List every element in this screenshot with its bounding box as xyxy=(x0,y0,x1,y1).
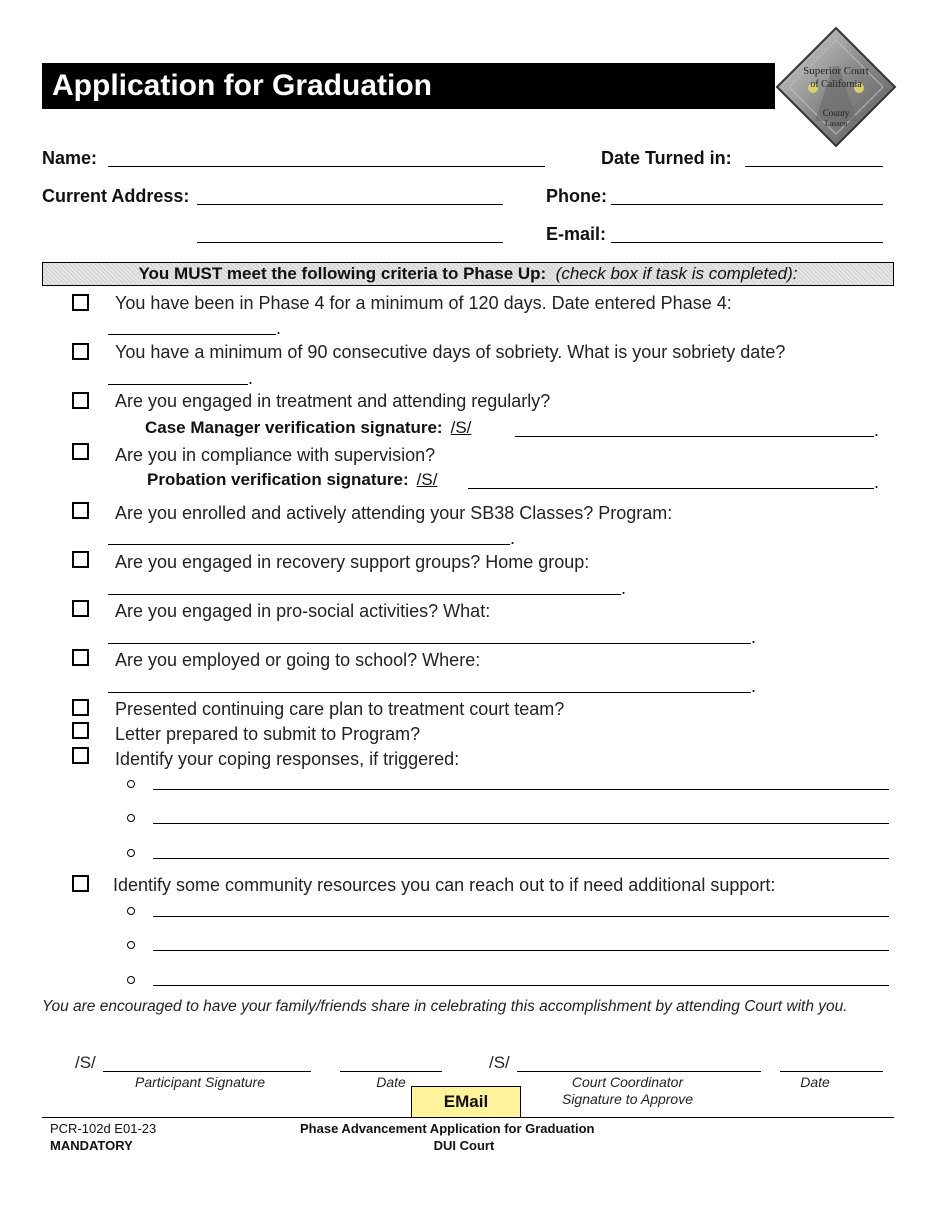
coordinator-signature-value: /S/ xyxy=(489,1053,510,1072)
participant-date-field[interactable] xyxy=(340,1071,442,1072)
probation-signature-field[interactable] xyxy=(468,488,874,489)
criteria-item-letter: Letter prepared to submit to Program? xyxy=(115,724,421,744)
participant-signature-value: /S/ xyxy=(75,1053,96,1072)
footer-court: DUI Court xyxy=(433,1138,495,1153)
checkbox-sobriety[interactable] xyxy=(72,343,89,360)
participant-signature-label: Participant Signature xyxy=(135,1074,265,1090)
checkbox-community-resources[interactable] xyxy=(72,875,89,892)
bullet-icon xyxy=(127,907,135,915)
email-field[interactable] xyxy=(611,242,883,243)
checkbox-pro-social[interactable] xyxy=(72,600,89,617)
period: . xyxy=(276,318,282,338)
probation-signature-value: /S/ xyxy=(416,470,438,489)
bullet-icon xyxy=(127,780,135,788)
bullet-icon xyxy=(127,849,135,857)
participant-date-label: Date xyxy=(376,1074,406,1090)
period: . xyxy=(248,368,254,388)
checkbox-supervision[interactable] xyxy=(72,443,89,460)
footer-divider xyxy=(42,1117,894,1118)
date-turned-in-label: Date Turned in: xyxy=(601,148,732,168)
date-turned-in-field[interactable] xyxy=(745,166,883,167)
period: . xyxy=(751,676,757,696)
email-label: E-mail: xyxy=(546,224,607,244)
home-group-field[interactable] xyxy=(108,594,621,595)
page-title: Application for Graduation xyxy=(42,63,775,109)
criteria-heading: You MUST meet the following criteria to Phase Up: (check box if task is completed): xyxy=(42,262,894,286)
phone-field[interactable] xyxy=(611,204,883,205)
period: . xyxy=(874,472,880,492)
bullet-icon xyxy=(127,976,135,984)
email-button[interactable]: EMail xyxy=(411,1086,521,1118)
svg-text:Superior Court: Superior Court xyxy=(803,65,869,77)
address-field-line-2[interactable] xyxy=(197,242,503,243)
community-resource-field-2[interactable] xyxy=(153,950,889,951)
name-label: Name: xyxy=(42,148,98,168)
probation-signature-label: Probation verification signature: /S/ xyxy=(147,470,438,489)
community-resource-field-3[interactable] xyxy=(153,985,889,986)
pro-social-field[interactable] xyxy=(108,643,751,644)
checkbox-phase4-days[interactable] xyxy=(72,294,89,311)
checkbox-recovery-groups[interactable] xyxy=(72,551,89,568)
coordinator-approve-label: Signature to Approve xyxy=(561,1091,693,1107)
criteria-item-employed: Are you employed or going to school? Where: xyxy=(115,650,481,670)
checkbox-treatment[interactable] xyxy=(72,392,89,409)
coordinator-signature-field[interactable] xyxy=(517,1071,761,1072)
criteria-item-sb38: Are you enrolled and actively attending your SB38 Classes? Program: xyxy=(115,503,673,523)
checkbox-employed[interactable] xyxy=(72,649,89,666)
criteria-item-community-resources: Identify some community resources you can reach out to if need additional support: xyxy=(113,875,776,895)
period: . xyxy=(874,420,880,440)
criteria-item-pro-social: Are you engaged in pro-social activities? What: xyxy=(115,601,491,621)
criteria-item-phase4: You have been in Phase 4 for a minimum of 120 days. Date entered Phase 4: xyxy=(115,293,732,313)
checkbox-sb38[interactable] xyxy=(72,502,89,519)
checkbox-care-plan[interactable] xyxy=(72,699,89,716)
phase4-date-field[interactable] xyxy=(108,334,276,335)
criteria-item-coping: Identify your coping responses, if triggered: xyxy=(115,749,460,769)
phone-label: Phone: xyxy=(546,186,607,206)
checkbox-letter[interactable] xyxy=(72,722,89,739)
coping-response-field-1[interactable] xyxy=(153,789,889,790)
bullet-icon xyxy=(127,941,135,949)
sobriety-date-field[interactable] xyxy=(108,384,248,385)
address-field-line-1[interactable] xyxy=(197,204,503,205)
period: . xyxy=(621,578,627,598)
criteria-item-supervision: Are you in compliance with supervision? xyxy=(115,445,436,465)
community-resource-field-1[interactable] xyxy=(153,916,889,917)
period: . xyxy=(751,627,757,647)
coordinator-signature-label: Court Coordinator xyxy=(571,1074,684,1090)
svg-text:County: County xyxy=(822,108,850,118)
case-manager-signature-field[interactable] xyxy=(515,436,874,437)
coordinator-date-field[interactable] xyxy=(780,1071,883,1072)
svg-text:of California: of California xyxy=(810,79,862,90)
employment-field[interactable] xyxy=(108,692,751,693)
coordinator-date-label: Date xyxy=(800,1074,830,1090)
case-manager-signature-value: /S/ xyxy=(450,418,472,437)
mandatory-label: MANDATORY xyxy=(50,1138,133,1153)
coping-response-field-2[interactable] xyxy=(153,823,889,824)
footer-form-title: Phase Advancement Application for Graduation xyxy=(300,1121,595,1136)
criteria-item-recovery-groups: Are you engaged in recovery support groups? Home group: xyxy=(115,552,590,572)
checkbox-coping[interactable] xyxy=(72,747,89,764)
bullet-icon xyxy=(127,814,135,822)
period: . xyxy=(510,528,516,548)
court-seal-logo xyxy=(775,26,897,148)
form-code: PCR-102d E01-23 xyxy=(50,1121,157,1136)
coping-response-field-3[interactable] xyxy=(153,858,889,859)
svg-text:Lassen: Lassen xyxy=(824,119,848,128)
sb38-program-field[interactable] xyxy=(108,544,510,545)
participant-signature-field[interactable] xyxy=(103,1071,311,1072)
case-manager-signature-label: Case Manager verification signature: /S/ xyxy=(145,418,472,437)
address-label: Current Address: xyxy=(42,186,190,206)
criteria-item-care-plan: Presented continuing care plan to treatment court team? xyxy=(115,699,565,719)
criteria-item-treatment: Are you engaged in treatment and attending regularly? xyxy=(115,391,551,411)
encouragement-note: You are encouraged to have your family/friends share in celebrating this accomplishment by attending Court with you. xyxy=(42,998,848,1015)
name-field[interactable] xyxy=(108,166,545,167)
criteria-item-sobriety: You have a minimum of 90 consecutive days of sobriety. What is your sobriety date? xyxy=(115,342,786,362)
